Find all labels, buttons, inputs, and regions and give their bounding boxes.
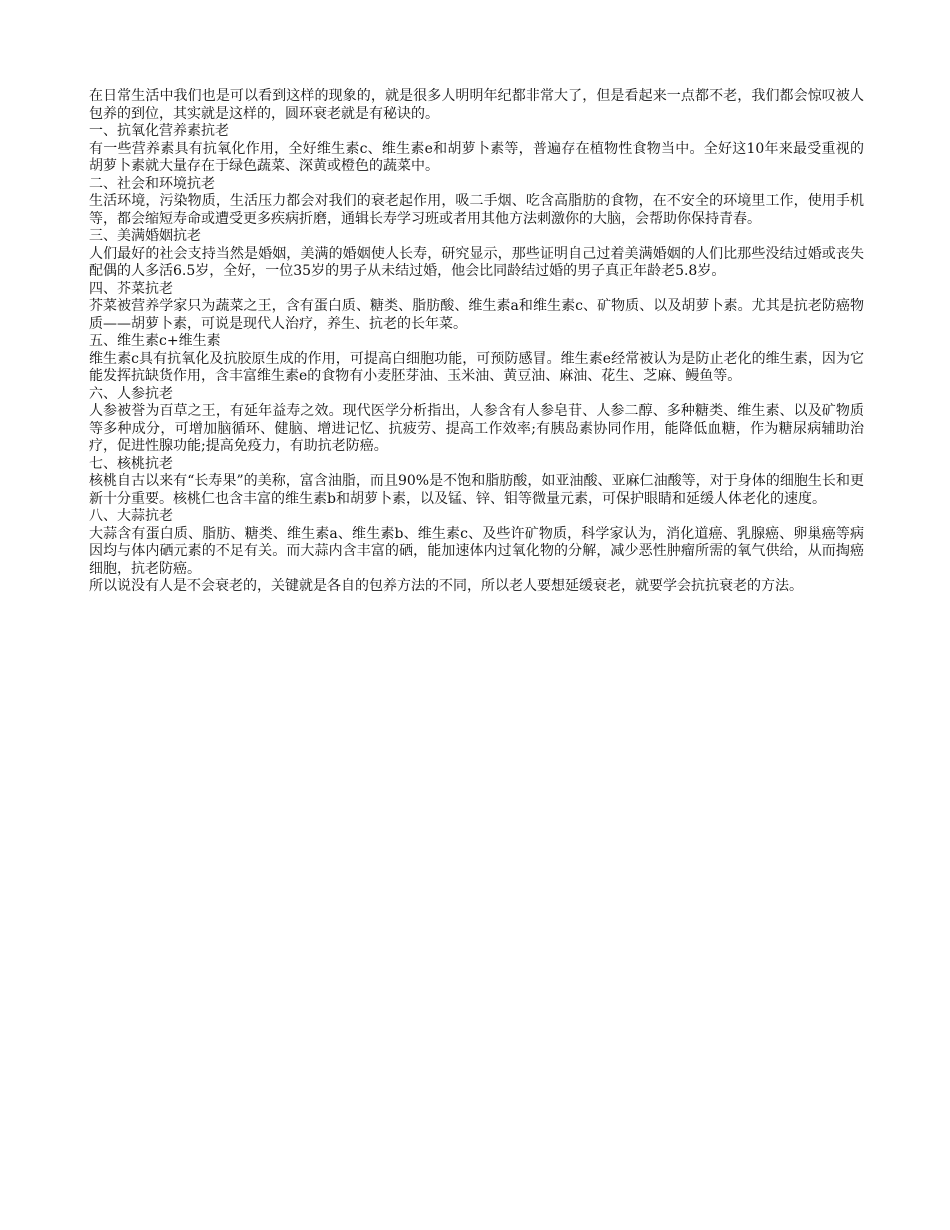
section-body: 人参被誉为百草之王，有延年益寿之效。现代医学分析指出，人参含有人参皂苷、人参二醇、多种糖类、维生素、以及矿物质等多种成分，可增加脑循环、健脑、增进记忆、抗疲劳、提高工作效率;有胰岛素协同作用，能降低血糖，作为糖尿病辅助治疗，促进性腺功能;提高免疫力，有助抗老防癌。 [89,403,864,454]
section-heading: 五、维生素c+维生素 [89,333,221,349]
section-social-environment [89,176,864,229]
section-body: 核桃自古以来有“长寿果”的美称，富含油脂，而且90%是不饱和脂肪酸，如亚油酸、亚麻仁油酸等，对于身体的细胞生长和更新十分重要。核桃仁也含丰富的维生素b和胡萝卜素，以及锰、锌、钼等微量元素，可保护眼睛和延缓人体老化的速度。 [89,473,864,507]
section-vitamins [89,333,864,386]
section-heading: 二、社会和环境抗老 [89,175,215,192]
section-body: 芥菜被营养学家只为蔬菜之王，含有蛋白质、糖类、脂肪酸、维生素a和维生素c、矿物质、以及胡萝卜素。尤其是抗老防癌物质——胡萝卜素，可说是现代人治疗，养生、抗老的长年菜。 [89,298,864,332]
intro-paragraph: 在日常生活中我们也是可以看到这样的现象的，就是很多人明明年纪都非常大了，但是看起来一点都不老，我们都会惊叹被人包养的到位，其实就是这样的，圆环衰老就是有秘诀的。 [89,88,864,122]
section-heading: 八、大蒜抗老 [89,508,173,524]
section-body: 人们最好的社会支持当然是婚姻，美满的婚姻使人长寿，研究显示，那些证明自己过着美满婚姻的人们比那些没结过婚或丧失配偶的人多活6.5岁，全好，一位35岁的男子从未结过婚，他会比同龄结过婚的男子真正年龄老5.8岁。 [89,245,864,279]
section-body: 维生素c具有抗氧化及抗胶原生成的作用，可提高白细胞功能，可预防感冒。维生素e经常被认为是防止老化的维生素，因为它能发挥抗缺货作用，含丰富维生素e的食物有小麦胚芽油、玉米油、黄豆油、麻油、花生、芝麻、鳗鱼等。 [89,350,864,384]
section-heading: 一、抗氧化营养素抗老 [89,123,229,139]
section-marriage [89,228,864,281]
section-body: 生活环境，污染物质，生活压力都会对我们的衰老起作用，吸二手烟、吃含高脂肪的食物，在不安全的环境里工作，使用手机等，都会缩短寿命或遭受更多疾病折磨，通辑长寿学习班或者用其他方法刺激你的大脑，会帮助你保持青春。 [89,193,864,227]
section-ginseng [89,386,864,456]
section-heading: 三、美满婚姻抗老 [89,228,201,244]
section-walnut [89,456,864,509]
section-antioxidant [89,123,864,176]
section-heading: 六、人参抗老 [89,385,173,402]
section-heading: 七、核桃抗老 [89,455,173,472]
section-garlic [89,508,864,578]
document-page [89,88,864,596]
section-mustard-greens [89,281,864,334]
conclusion-paragraph: 所以说没有人是不会衰老的，关键就是各自的包养方法的不同，所以老人要想延缓衰老，就要学会抗抗衰老的方法。 [89,578,803,594]
section-body: 有一些营养素具有抗氧化作用，全好维生素c、维生素e和胡萝卜素等，普遍存在植物性食物当中。全好这10年来最受重视的胡萝卜素就大量存在于绿色蔬菜、深黄或橙色的蔬菜中。 [89,140,864,174]
section-body: 大蒜含有蛋白质、脂肪、糖类、维生素a、维生素b、维生素c、及些许矿物质，科学家认为，消化道癌、乳腺癌、卵巢癌等病因均与体内硒元素的不足有关。而大蒜内含丰富的硒，能加速体内过氧化物的分解，减少恶性肿瘤所需的氧气供给，从而掏癌细胞，抗老防癌。 [89,525,864,577]
section-heading: 四、芥菜抗老 [89,280,173,297]
